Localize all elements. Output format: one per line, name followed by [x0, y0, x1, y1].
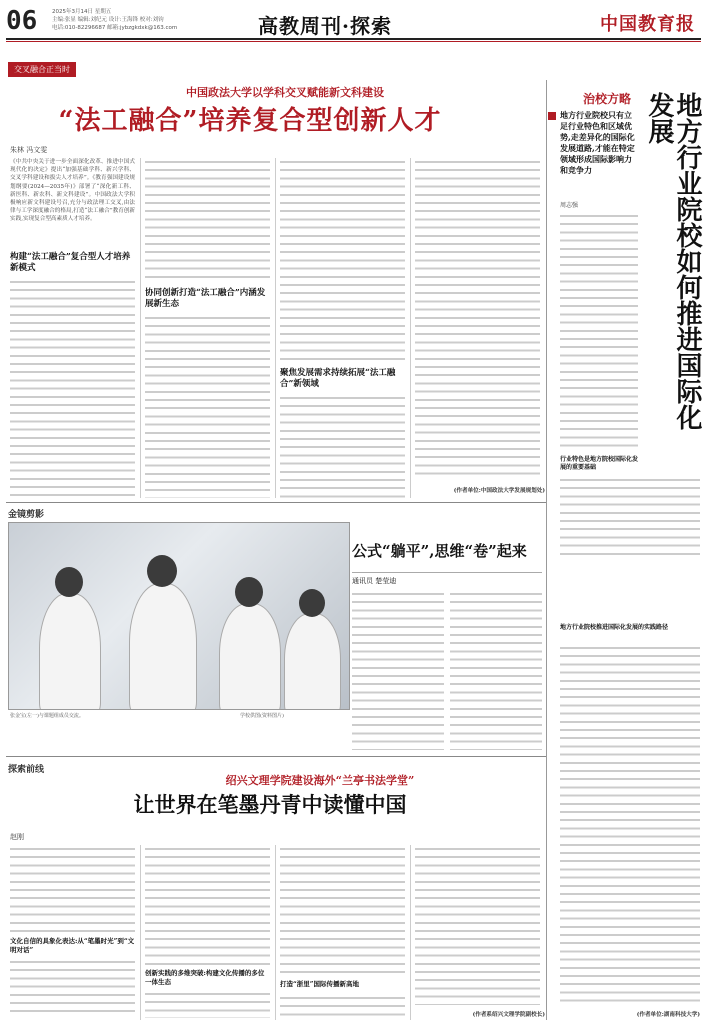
photo-tag: 金镜剪影	[8, 510, 45, 520]
masthead-meta	[52, 8, 212, 32]
column-divider	[140, 158, 141, 498]
commentary-title: 公式“躺平”,思维“卷”起来	[352, 542, 527, 560]
side-heading-2: 地方行业院校推进国际化发展的实践路径	[560, 624, 669, 631]
meta-date: 2025年3月14日 星期五	[52, 9, 112, 15]
commentary-body-b	[450, 590, 542, 750]
commentary-rule	[352, 572, 542, 573]
lead-intro: 《中共中央关于进一步全面深化改革、推进中国式现代化的决定》提出“加强基础学科、新兴学科、交叉学科建设和拔尖人才培养”。《教育强国建设规划纲要(2024—2035年)》部署了“深化新工科、新医科、新农科、新文科建设”。中国政法大学积极响应新文科建设号召,充分与政法理工交叉,由法律与工学深度融合的格局,打造“法工融合”教育创新实践,实现复合型高素质人才培养。	[10, 159, 135, 223]
photo-caption: 张金宝(左一)与课题组成员交流。	[10, 713, 84, 719]
paper-logo: 中国教育报	[600, 14, 695, 35]
bottom-body-col1a	[10, 845, 135, 933]
lab-photo	[8, 522, 350, 710]
side-body-c	[560, 644, 700, 1004]
side-logo: 治校方略	[583, 92, 632, 106]
side-heading-1: 行业特色是地方院校国际化发展的重要基础	[560, 456, 639, 471]
lead-byline: 朱林 冯文雯	[10, 146, 48, 154]
section-title: 高教周刊·探索	[258, 14, 392, 38]
page-number: 06	[6, 6, 38, 36]
photo-figure-head	[299, 589, 325, 617]
header-rule-accent	[6, 41, 701, 42]
bottom-heading-1: 文化自信的具象化表达:从“笔墨时光”到“文明对话”	[10, 937, 135, 954]
lead-body-col2a	[145, 158, 270, 283]
photo-figure	[39, 593, 101, 710]
bottom-byline: 赵刚	[10, 833, 24, 841]
column-divider	[275, 845, 276, 1020]
bottom-heading-3: 打造“浙里”国际传播新高地	[280, 980, 359, 988]
side-lead: 地方行业院校只有立足行业特色和区域优势,走差异化的国际化发展道路,才能在特定领域形成国际影响力和竞争力	[560, 110, 635, 175]
side-byline: 周志强	[560, 202, 579, 209]
lead-body-col1	[10, 278, 135, 498]
column-tag: 交叉融合正当时	[8, 62, 76, 77]
photo-figure	[129, 583, 197, 710]
column-divider	[410, 845, 411, 1020]
lead-subtitle: 中国政法大学以学科交叉赋能新文科建设	[186, 86, 384, 99]
lead-body-col2b	[145, 314, 270, 498]
lead-body-col3b	[280, 394, 405, 498]
column-divider	[410, 158, 411, 498]
header-rule	[6, 38, 701, 40]
side-title: 地方行业院校如何推进国际化发展	[644, 92, 702, 430]
meta-contact: 电话:010-82296687 邮箱:jybzgkdxk@163.com	[52, 25, 178, 31]
column-divider	[140, 845, 141, 1020]
bottom-body-col3a	[280, 845, 405, 975]
side-bullet	[548, 112, 556, 120]
photo-figure-head	[55, 567, 83, 597]
section-rule	[6, 502, 546, 503]
photo-figure	[284, 613, 341, 710]
bottom-body-col1b	[10, 958, 135, 1018]
lead-body-col3a	[280, 158, 405, 363]
commentary-body-a	[352, 590, 444, 750]
lead-heading-3: 聚焦发展需求持续拓展“法工融合”新领域	[280, 368, 396, 389]
photo-figure-head	[147, 555, 177, 587]
lead-body-col4	[415, 158, 540, 478]
bottom-source: (作者系绍兴文理学院副校长)	[472, 1012, 545, 1018]
photo-credit: 学校供图(资料图片)	[240, 713, 284, 719]
bottom-body-col2a	[145, 845, 270, 965]
meta-editors: 主编:张显 编辑:刘纪元 设计:王海锋 校对:刘钧	[52, 17, 164, 23]
lead-source: (作者单位:中国政法大学发展规划处)	[453, 488, 545, 494]
side-divider	[546, 80, 547, 1020]
commentary-author: 通讯员 楚莹迪	[352, 577, 397, 585]
bottom-title: 让世界在笔墨丹青中读懂中国	[133, 792, 407, 817]
bottom-body-col2b	[145, 990, 270, 1018]
photo-figure-head	[235, 577, 263, 607]
bottom-heading-2: 创新实践的多维突破:构建文化传播的多位一体生态	[145, 969, 265, 986]
column-divider	[275, 158, 276, 498]
lead-heading-2: 协同创新打造“法工融合”内涵发展新生态	[145, 288, 266, 309]
photo-figure	[219, 603, 281, 710]
bottom-body-col4	[415, 845, 540, 1005]
side-body-b	[560, 476, 700, 556]
explore-tag: 探索前线	[8, 765, 45, 775]
bottom-subtitle: 绍兴文理学院建设海外“兰亭书法学堂”	[225, 774, 415, 787]
lead-heading-1: 构建“法工融合”复合型人才培养新模式	[10, 252, 131, 273]
side-source: (作者单位:湖南科技大学)	[636, 1012, 700, 1018]
lead-title: “法工融合”培养复合型创新人才	[58, 106, 442, 136]
section-rule	[6, 756, 546, 757]
side-body-a	[560, 212, 638, 452]
bottom-body-col3b	[280, 994, 405, 1018]
